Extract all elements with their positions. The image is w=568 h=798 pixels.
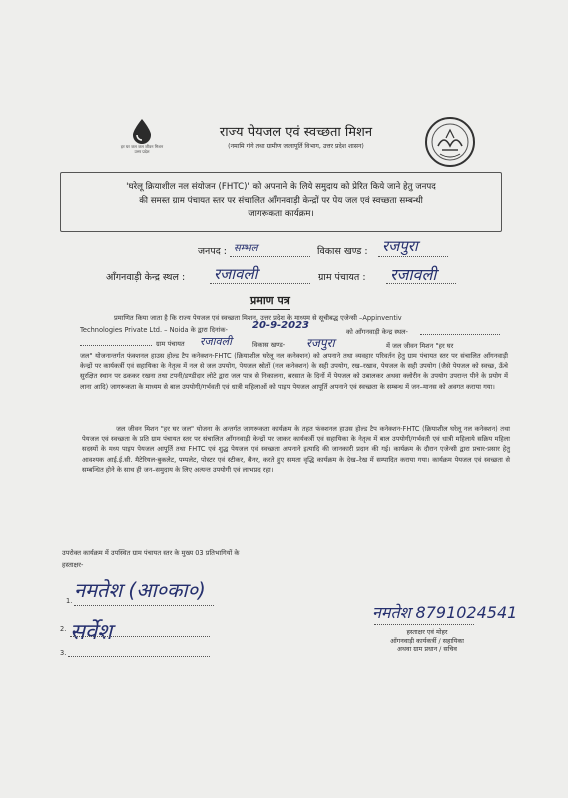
para1-line3-end: में जल जीवन मिशन "हर घर bbox=[386, 342, 454, 350]
signatory-handwritten: नमतेश 8791024541 bbox=[372, 603, 518, 622]
campaign-line-1: 'घरेलू क्रियाशील नल संयोजन (FHTC)' को अपनाने के लिये समुदाय को प्रेरित किये जाने हेतु जनपद bbox=[126, 182, 436, 192]
participant-2-number: 2. bbox=[60, 625, 67, 633]
gram-panchayat-value: रजावली bbox=[390, 265, 437, 284]
center-place-rule bbox=[420, 334, 500, 335]
up-government-seal bbox=[424, 116, 476, 172]
district-value: सम्भल bbox=[234, 243, 258, 254]
up-emblem-icon bbox=[424, 116, 476, 168]
para1-line1: प्रमाणित किया जाता है कि राज्य पेयजल एवं स्वच्छता मिशन, उत्तर प्रदेश के माध्यम से सूचीबद्ध एजेन्सी –Appinventiv bbox=[114, 314, 402, 322]
para1-line2-start: Technologies Private Ltd. – Noida के द्वारा दिनांक- bbox=[80, 326, 228, 334]
district-rule bbox=[230, 256, 310, 257]
mission-title: राज्य पेयजल एवं स्वच्छता मिशन bbox=[219, 125, 373, 140]
block-value: रजपुरा bbox=[382, 237, 418, 255]
participant-1-number: 1. bbox=[66, 597, 73, 605]
para1-block-label: विकास खण्ड- bbox=[252, 341, 286, 349]
certificate-paragraph-1: जल" योजनान्तर्गत फंक्शनल हाउस होल्ड टैप कनेक्शन-FHTC (क्रियाशील घरेलू नल कनेक्शन) को अपनाने तथा व्यवहार परिवर्तन हेतु ग्राम पंचायत स्तर पर संचालित आँगनवाड़ी केन्द्रों पर कार्यकर्त्री एवं सहायिका के नेतृत्व में नल से जल उपयोग, पेयजल स्रोतों (नल कनेक्शन) के सही उपयोग, रख–रखाव, पेयजल के सही उपयोग (जैसे पेयजल को स्वच्छ, ऊँचे सुरक्षित स्थान पर ढककर रखना तथा टपनी/डण्डीदार लोटे द्वारा जल पात्र से निकालना, बरसात के दिनों में पेयजल को उबालकर अथवा क्लोरीन के उपयोग उपरान्त पीने के प्रयोग में लाना आदि) जागरूकता के माध्यम से बाल उपयोगी/गर्भवती एवं धात्री महिलाओं को पाइप पेयजल आपूर्ति अपनाने एवं स्वच्छता के सम्बन्ध में जन–मानस को अवगत कराया गया। bbox=[80, 352, 508, 391]
mission-subtitle: (नमामि गंगे तथा ग्रामीण जलापूर्ति विभाग, उत्तर प्रदेश शासन) bbox=[228, 143, 364, 150]
participants-intro-line1: उपरोक्त कार्यक्रम में उपस्थित ग्राम पंचायत स्तर के मुख्य 03 प्रतिभागियों के bbox=[62, 549, 240, 557]
signatory-line-3: अथवा ग्राम प्रधान / सचिव bbox=[397, 645, 457, 653]
jal-jeevan-mission-logo bbox=[118, 118, 166, 174]
block-rule bbox=[378, 256, 448, 257]
logo-left-caption: हर घर जल जल जीवन मिशन उत्तर प्रदेश bbox=[120, 144, 164, 154]
participants-intro-line2: हस्ताक्षर- bbox=[62, 561, 84, 569]
water-drop-icon bbox=[129, 118, 155, 144]
district-label: जनपद : bbox=[198, 246, 227, 257]
anganwadi-center-value: रजावली bbox=[214, 265, 258, 283]
para1-block-value: रजपुरा bbox=[306, 336, 335, 350]
participant-1-signature: नमतेश (आ०का०) bbox=[74, 578, 206, 602]
participant-3-rule bbox=[68, 656, 210, 657]
signatory-rule bbox=[374, 624, 474, 625]
block-label: विकास खण्ड : bbox=[317, 246, 368, 257]
certificate-title: प्रमाण पत्र bbox=[250, 293, 290, 310]
signatory-line-1: हस्ताक्षर एवं मोहर bbox=[406, 628, 448, 636]
center-rule bbox=[210, 283, 310, 284]
para1-gp-value: रजावली bbox=[200, 335, 232, 348]
participant-3-number: 3. bbox=[60, 649, 67, 657]
gram-panchayat-label: ग्राम पंचायत : bbox=[318, 272, 366, 283]
participant-1-rule bbox=[74, 605, 214, 606]
signatory-line-2: आँगनवाड़ी कार्यकर्त्री / सहायिका bbox=[390, 636, 464, 645]
participant-2-rule bbox=[70, 636, 210, 637]
participant-2-signature: सर्वेश bbox=[70, 620, 113, 645]
signatory-block bbox=[362, 628, 492, 654]
para1-line3-rule bbox=[80, 345, 152, 346]
para1-line2-end: को आँगनवाड़ी केन्द्र स्थल- bbox=[346, 328, 408, 336]
panchayat-rule bbox=[386, 283, 456, 284]
program-date: 20-9-2023 bbox=[252, 320, 310, 331]
anganwadi-center-label: आँगनवाड़ी केन्द्र स्थल : bbox=[106, 272, 186, 283]
campaign-heading bbox=[68, 181, 494, 222]
certificate-paragraph-2: जल जीवन मिशन "हर घर जल" योजना के अन्तर्गत जागरूकता कार्यक्रम के तहत फंक्शनल हाउस होल्ड टैप कनेक्शन-FHTC (क्रियाशील घरेलू नल कनेक्शन) तथा पेयजल एवं स्वच्छता के प्रति ग्राम पंचायत स्तर पर संचालित आँगनवाड़ी केन्द्रों पर जाकर कार्यकर्त्री एवं सहायिका के नेतृत्व में बाल उपयोगी/गर्भवती एवं धात्री महिलाये सक्रिय महिला सदस्यों के मध्य पाइप पेयजल आपूर्ति तथा FHTC एवं शुद्ध पेयजल एवं स्वच्छता अपनाने इत्यादि की जानकारी प्रदान की गई। कार्यक्रम के दौरान एजेन्सी द्वारा प्रचार-प्रसार हेतु आवश्यक आई.ई.सी. मैटेरियल-बुकलेट, पम्पलेट, पोस्टर एवं स्टीकर, बैनर, करते हुए समता वृद्धि कार्यक्रम के देख–रेख में सम्पादित कराया गया। कार्यक्रम पेयजल एवं स्वच्छता से सम्बन्धित होने के साथ ही जन–समुदाय के लिए अत्यन्त उपयोगी एवं लाभप्रद रहा। bbox=[82, 425, 510, 474]
para1-gp-label: ग्राम पंचायत bbox=[156, 340, 185, 348]
campaign-line-3: जागरूकता कार्यक्रम। bbox=[248, 209, 314, 219]
campaign-line-2: की समस्त ग्राम पंचायत स्तर पर संचालित आँगनवाड़ी केन्द्रों पर पेय जल एवं स्वच्छता सम्बन्धी bbox=[139, 195, 423, 206]
